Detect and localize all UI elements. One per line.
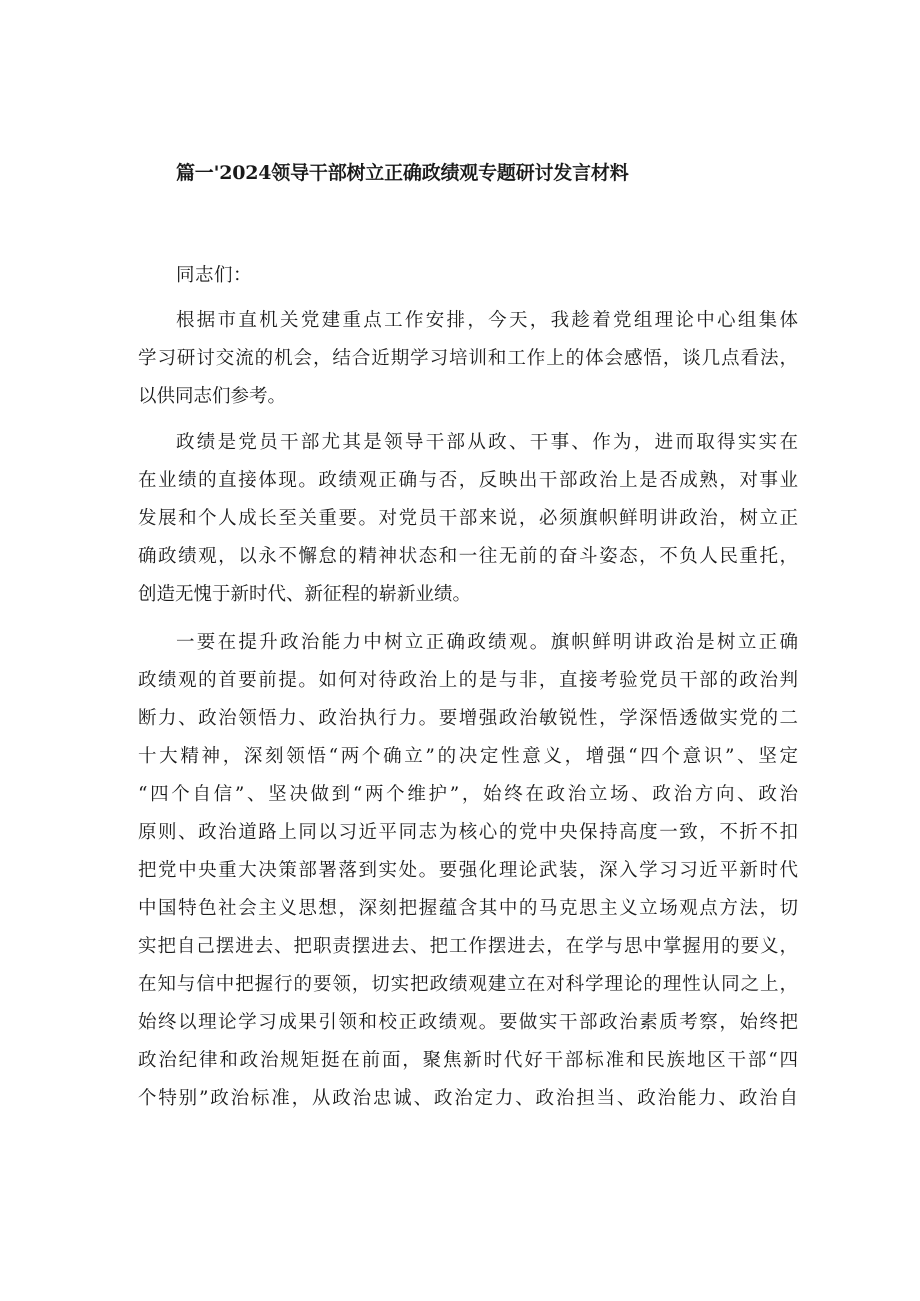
paragraph-line: 在业绩的直接体现。政绩观正确与否，反映出干部政治上是否成熟，对事业 xyxy=(138,470,798,491)
paragraph-2 xyxy=(138,424,798,614)
paragraph-line: 断力、政治领悟力、政治执行力。要增强政治敏锐性，学深悟透做实党的二 xyxy=(138,708,798,729)
paragraph-line: 在知与信中把握行的要领，切实把政绩观建立在对科学理论的理性认同之上， xyxy=(138,974,798,995)
paragraph-line: 学习研讨交流的机会，结合近期学习培训和工作上的体会感悟，谈几点看法， xyxy=(138,348,798,369)
paragraph-line: 中国特色社会主义思想，深刻把握蕴含其中的马克思主义立场观点方法，切 xyxy=(138,898,798,919)
paragraph-line: 原则、政治道路上同以习近平同志为核心的党中央保持高度一致，不折不扣 xyxy=(138,822,798,843)
paragraph-line: “四个自信”、坚决做到“两个维护”，始终在政治立场、政治方向、政治 xyxy=(138,784,798,805)
paragraph-line: 十大精神，深刻领悟“两个确立”的决定性意义，增强“四个意识”、坚定 xyxy=(138,746,798,767)
salutation: 同志们： xyxy=(176,265,253,286)
paragraph-line: 以供同志们参考。 xyxy=(138,386,287,407)
paragraph-line: 个特别”政治标准，从政治忠诚、政治定力、政治担当、政治能力、政治自 xyxy=(138,1088,798,1109)
paragraph-3 xyxy=(138,624,798,1118)
paragraph-line: 创造无愧于新时代、新征程的崭新业绩。 xyxy=(138,584,472,605)
document-title: 篇一'2024领导干部树立正确政绩观专题研讨发言材料 xyxy=(176,162,629,184)
paragraph-1 xyxy=(138,302,798,416)
paragraph-line: 确政绩观，以永不懈怠的精神状态和一往无前的奋斗姿态，不负人民重托， xyxy=(138,546,798,567)
paragraph-line: 始终以理论学习成果引领和校正政绩观。要做实干部政治素质考察，始终把 xyxy=(138,1012,798,1033)
paragraph-line: 一要在提升政治能力中树立正确政绩观。旗帜鲜明讲政治是树立正确 xyxy=(176,632,798,653)
paragraph-line: 政绩观的首要前提。如何对待政治上的是与非，直接考验党员干部的政治判 xyxy=(138,670,798,691)
paragraph-line: 根据市直机关党建重点工作安排，今天，我趁着党组理论中心组集体 xyxy=(176,310,798,331)
paragraph-line: 政绩是党员干部尤其是领导干部从政、干事、作为，进而取得实实在 xyxy=(176,432,798,453)
paragraph-line: 发展和个人成长至关重要。对党员干部来说，必须旗帜鲜明讲政治，树立正 xyxy=(138,508,798,529)
paragraph-line: 实把自己摆进去、把职责摆进去、把工作摆进去，在学与思中掌握用的要义， xyxy=(138,936,798,957)
paragraph-line: 把党中央重大决策部署落到实处。要强化理论武装，深入学习习近平新时代 xyxy=(138,860,798,881)
paragraph-line: 政治纪律和政治规矩挺在前面，聚焦新时代好干部标准和民族地区干部“四 xyxy=(138,1050,798,1071)
